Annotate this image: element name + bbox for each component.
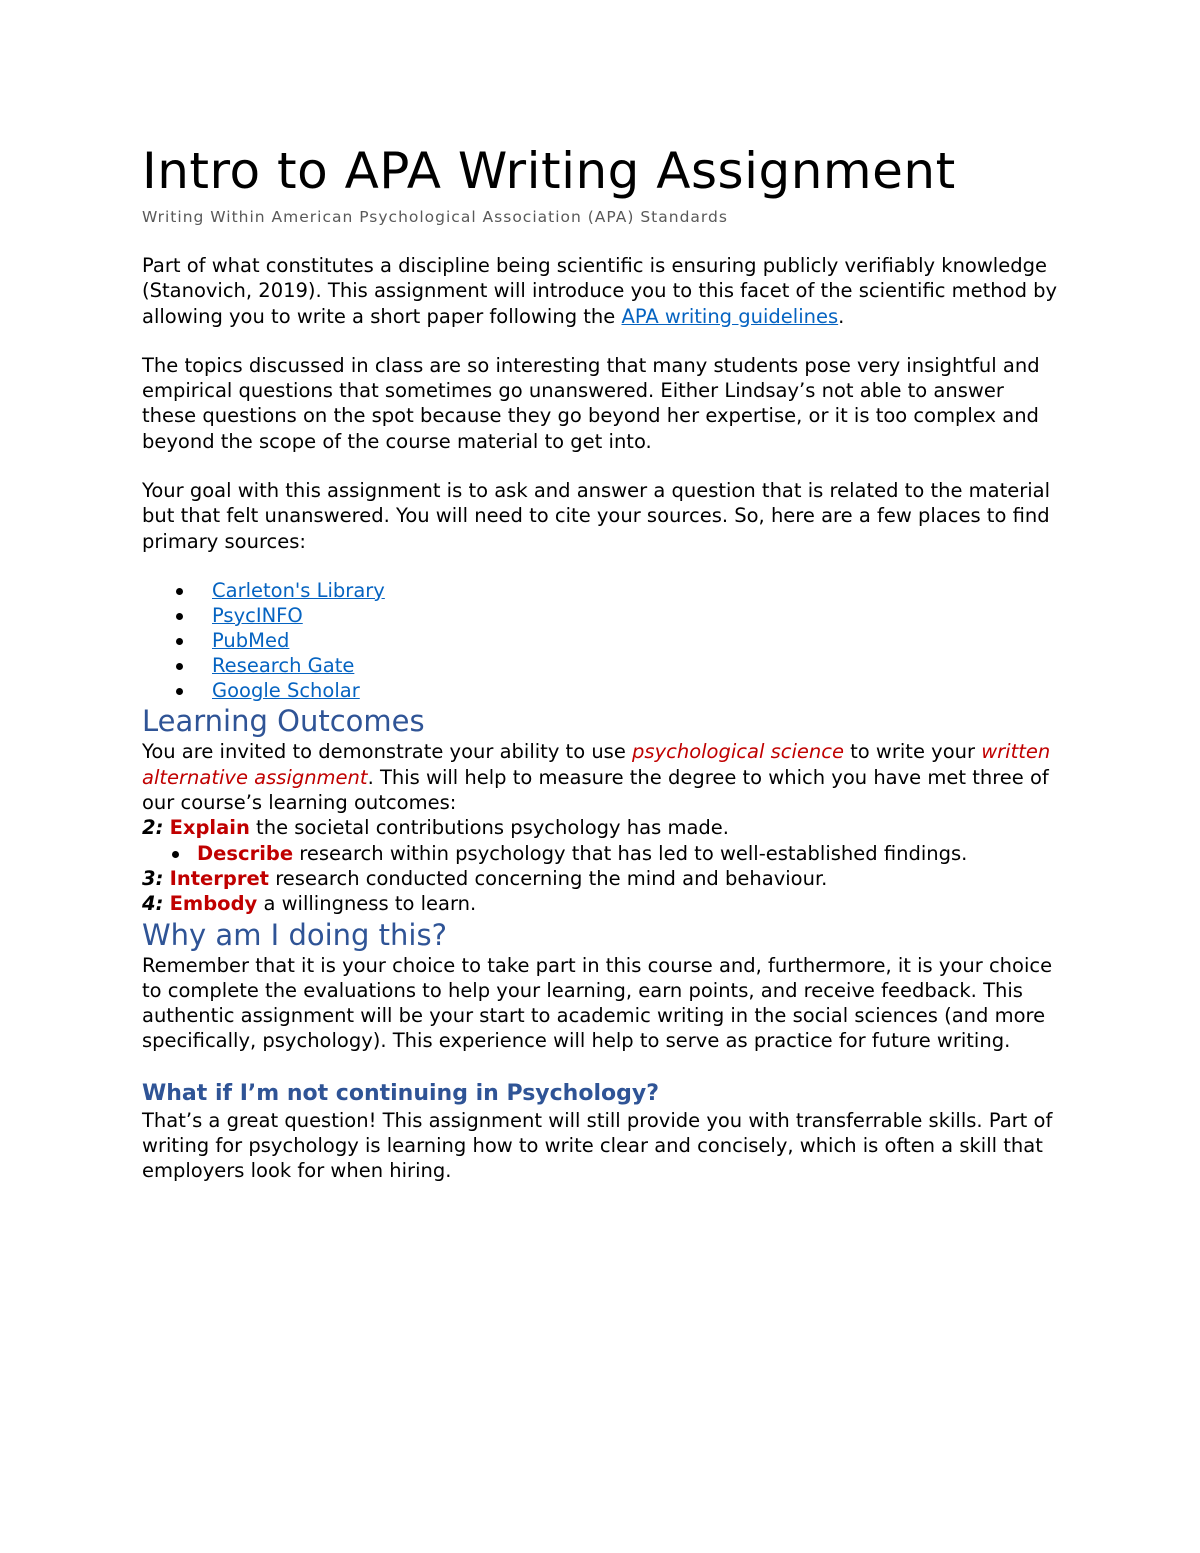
- learning-outcomes-heading: Learning Outcomes: [142, 704, 425, 739]
- outcome-text: research within psychology that has led to well-established findings.: [293, 841, 968, 865]
- bullet-icon: [172, 851, 179, 858]
- outcome-keyword: Describe: [197, 841, 294, 865]
- intro-text: Part of what constitutes a discipline being scientific is ensuring publicly verifiably knowledge (Stanovich, 2019). This assignment will introduce you to this facet of the scientific method by allowing you to write a short paper following the: [142, 254, 1058, 328]
- bullet-icon: [176, 588, 183, 595]
- outcome-keyword: Explain: [169, 816, 250, 840]
- written-alternative-emphasis: written alternative assignment: [142, 740, 1051, 789]
- outcome-4: [142, 891, 1062, 916]
- outcome-number: 2:: [142, 816, 164, 840]
- not-continuing-heading: What if I’m not continuing in Psychology?: [142, 1080, 659, 1106]
- not-continuing-paragraph: That’s a great question! This assignment will still provide you with transferrable skills. Part of writing for psychology is learning how to write clear and concisely, which is often a skill that employers look for when hiring.: [142, 1108, 1053, 1183]
- outcome-number: 4:: [142, 892, 164, 916]
- outcome-number: 3:: [142, 866, 164, 890]
- list-item: [142, 628, 1062, 653]
- bullet-icon: [176, 613, 183, 620]
- outcome-2: [142, 815, 1062, 840]
- document-subtitle: Writing Within American Psychological Association (APA) Standards: [142, 208, 728, 226]
- goal-paragraph: Your goal with this assignment is to ask and answer a question that is related to the material but that felt unanswered. You will need to cite your sources. So, here are a few places to find primary sources:: [142, 479, 1051, 553]
- bullet-icon: [176, 688, 183, 695]
- outcomes-intro-text: You are invited to demonstrate your ability to use: [142, 740, 633, 764]
- sources-list: [142, 578, 1062, 703]
- outcome-2-sub: [142, 841, 1062, 866]
- intro-paragraph: [142, 253, 1062, 329]
- pubmed-link[interactable]: PubMed: [212, 629, 290, 653]
- psychological-science-emphasis: psychological science: [632, 740, 844, 764]
- list-item: [142, 578, 1062, 603]
- research-gate-link[interactable]: Research Gate: [212, 654, 355, 678]
- apa-guidelines-link[interactable]: APA writing guidelines: [621, 304, 839, 328]
- list-item: [142, 653, 1062, 678]
- carletons-library-link[interactable]: Carleton's Library: [212, 578, 385, 602]
- outcome-text: the societal contributions psychology has made.: [249, 816, 729, 840]
- list-item: [142, 678, 1062, 703]
- outcomes-intro-text: . This will help to measure the degree to which you have met three of our course’s learning outcomes:: [142, 765, 1049, 815]
- outcome-keyword: Embody: [169, 892, 258, 916]
- list-item: [142, 603, 1062, 628]
- psycinfo-link[interactable]: PsycINFO: [212, 604, 303, 628]
- intro-text-end: .: [838, 304, 845, 328]
- outcome-3: [142, 866, 1062, 891]
- outcomes-intro-text: to write your: [843, 740, 982, 764]
- outcome-text: a willingness to learn.: [257, 892, 477, 916]
- bullet-icon: [176, 663, 183, 670]
- outcome-text: research conducted concerning the mind and behaviour.: [269, 866, 828, 890]
- outcome-keyword: Interpret: [169, 866, 270, 890]
- learning-outcomes-intro: [142, 739, 1062, 815]
- google-scholar-link[interactable]: Google Scholar: [212, 679, 360, 703]
- document-title: Intro to APA Writing Assignment: [142, 142, 956, 200]
- why-paragraph: Remember that it is your choice to take part in this course and, furthermore, it is your choice to complete the evaluations to help your learning, earn points, and receive feedback. This authentic assignment will be your start to academic writing in the social sciences (and more specifically, psychology). This experience will help to serve as practice for future writing.: [142, 953, 1053, 1053]
- topics-paragraph: The topics discussed in class are so interesting that many students pose very insightful and empirical questions that sometimes go unanswered. Either Lindsay’s not able to answer these questions on the spot because they go beyond her expertise, or it is too complex and beyond the scope of the course material to get into.: [142, 353, 1040, 453]
- bullet-icon: [176, 638, 183, 645]
- why-heading: Why am I doing this?: [142, 917, 447, 952]
- document-content: [142, 140, 1062, 1184]
- learning-outcomes-section: [142, 739, 1062, 916]
